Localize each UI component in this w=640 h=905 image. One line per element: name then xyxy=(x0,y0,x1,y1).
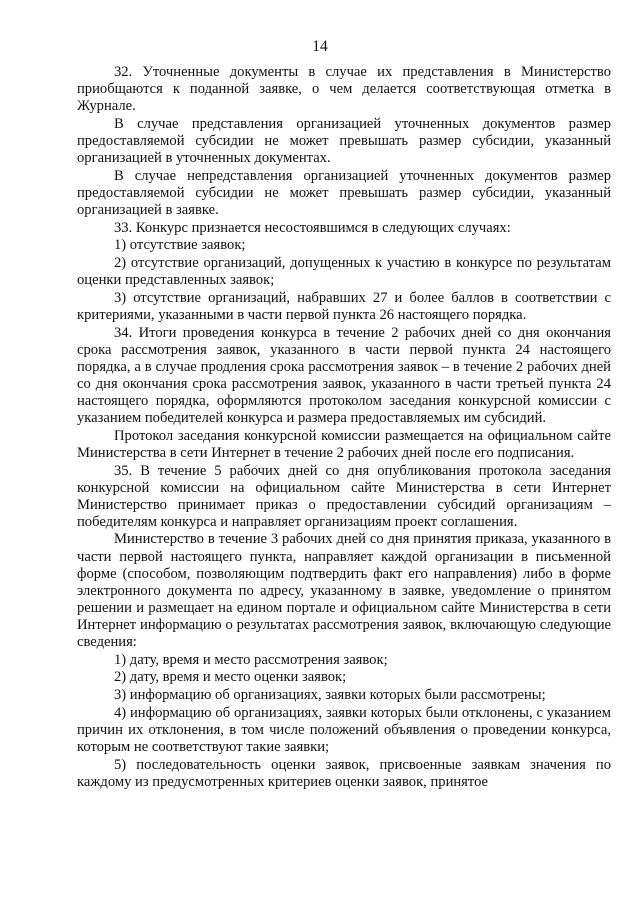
paragraph-ministry-notification: Министерство в течение 3 рабочих дней со дня принятия приказа, указанного в части первой настоящего пункта, направляет каждой организации в письменной форме (способом, позволяющим подтвердить факт его направления) либо в форме электронного документа по адресу, указанному в заявке, уведомление о принятом решении и размещает на едином портале и официальном сайте Министерства в сети Интернет информацию о результатах рассмотрения заявок, включающую следующие сведения: xyxy=(77,531,611,651)
list-item-35-5: 5) последовательность оценки заявок, присвоенные заявкам значения по каждому из предусмотренных критериев оценки заявок, принятое xyxy=(77,756,611,790)
paragraph-protocol-publication: Протокол заседания конкурсной комиссии размещается на официальном сайте Министерства в сети Интернет в течение 2 рабочих дней после его подписания. xyxy=(77,427,611,461)
list-item-33-3: 3) отсутствие организаций, набравших 27 и более баллов в соответствии с критериями, указанными в части первой пункта 26 настоящего порядка. xyxy=(77,289,611,323)
list-item-35-1: 1) дату, время и место рассмотрения заявок; xyxy=(114,651,388,668)
page-number: 14 xyxy=(312,38,328,55)
paragraph-33: 33. Конкурс признается несостоявшимся в следующих случаях: xyxy=(114,219,511,236)
document-body xyxy=(77,64,611,791)
list-item-35-2: 2) дату, время и место оценки заявок; xyxy=(114,669,347,686)
list-item-33-1: 1) отсутствие заявок; xyxy=(114,237,246,254)
paragraph-updated-docs-submitted: В случае представления организацией уточненных документов размер предоставляемой субсидии не может превышать размер субсидии, указанный организацией в уточненных документах. xyxy=(77,115,611,167)
paragraph-34: 34. Итоги проведения конкурса в течение 2 рабочих дней со дня окончания срока рассмотрения заявок, указанного в части первой пункта 24 настоящего порядка, а в случае продления срока рассмотрения заявок – в течение 2 рабочих дней со дня окончания срока рассмотрения заявок, указанного в части третьей пункта 24 настоящего порядка, оформляются протоколом заседания конкурсной комиссии с указанием победителей конкурса и размера предоставляемых им субсидий. xyxy=(77,324,611,427)
list-item-33-2: 2) отсутствие организаций, допущенных к участию в конкурсе по результатам оценки представленных заявок; xyxy=(77,255,611,289)
paragraph-35: 35. В течение 5 рабочих дней со дня опубликования протокола заседания конкурсной комиссии на официальном сайте Министерства в сети Интернет Министерство принимает приказ о предоставлении субсидий организациям – победителям конкурса и направляет организациям проект соглашения. xyxy=(77,462,611,530)
list-item-35-4: 4) информацию об организациях, заявки которых были отклонены, с указанием причин их отклонения, в том числе положений объявления о проведении конкурса, которым не соответствуют такие заявки; xyxy=(77,704,611,755)
paragraph-updated-docs-not-submitted: В случае непредставления организацией уточненных документов размер предоставляемой субсидии не может превышать размер субсидии, указанный организацией в заявке. xyxy=(77,167,611,218)
list-item-35-3: 3) информацию об организациях, заявки которых были рассмотрены; xyxy=(114,687,546,704)
paragraph-32: 32. Уточненные документы в случае их представления в Министерство приобщаются к поданной заявке, о чем делается соответствующая отметка в Журнале. xyxy=(77,64,611,115)
